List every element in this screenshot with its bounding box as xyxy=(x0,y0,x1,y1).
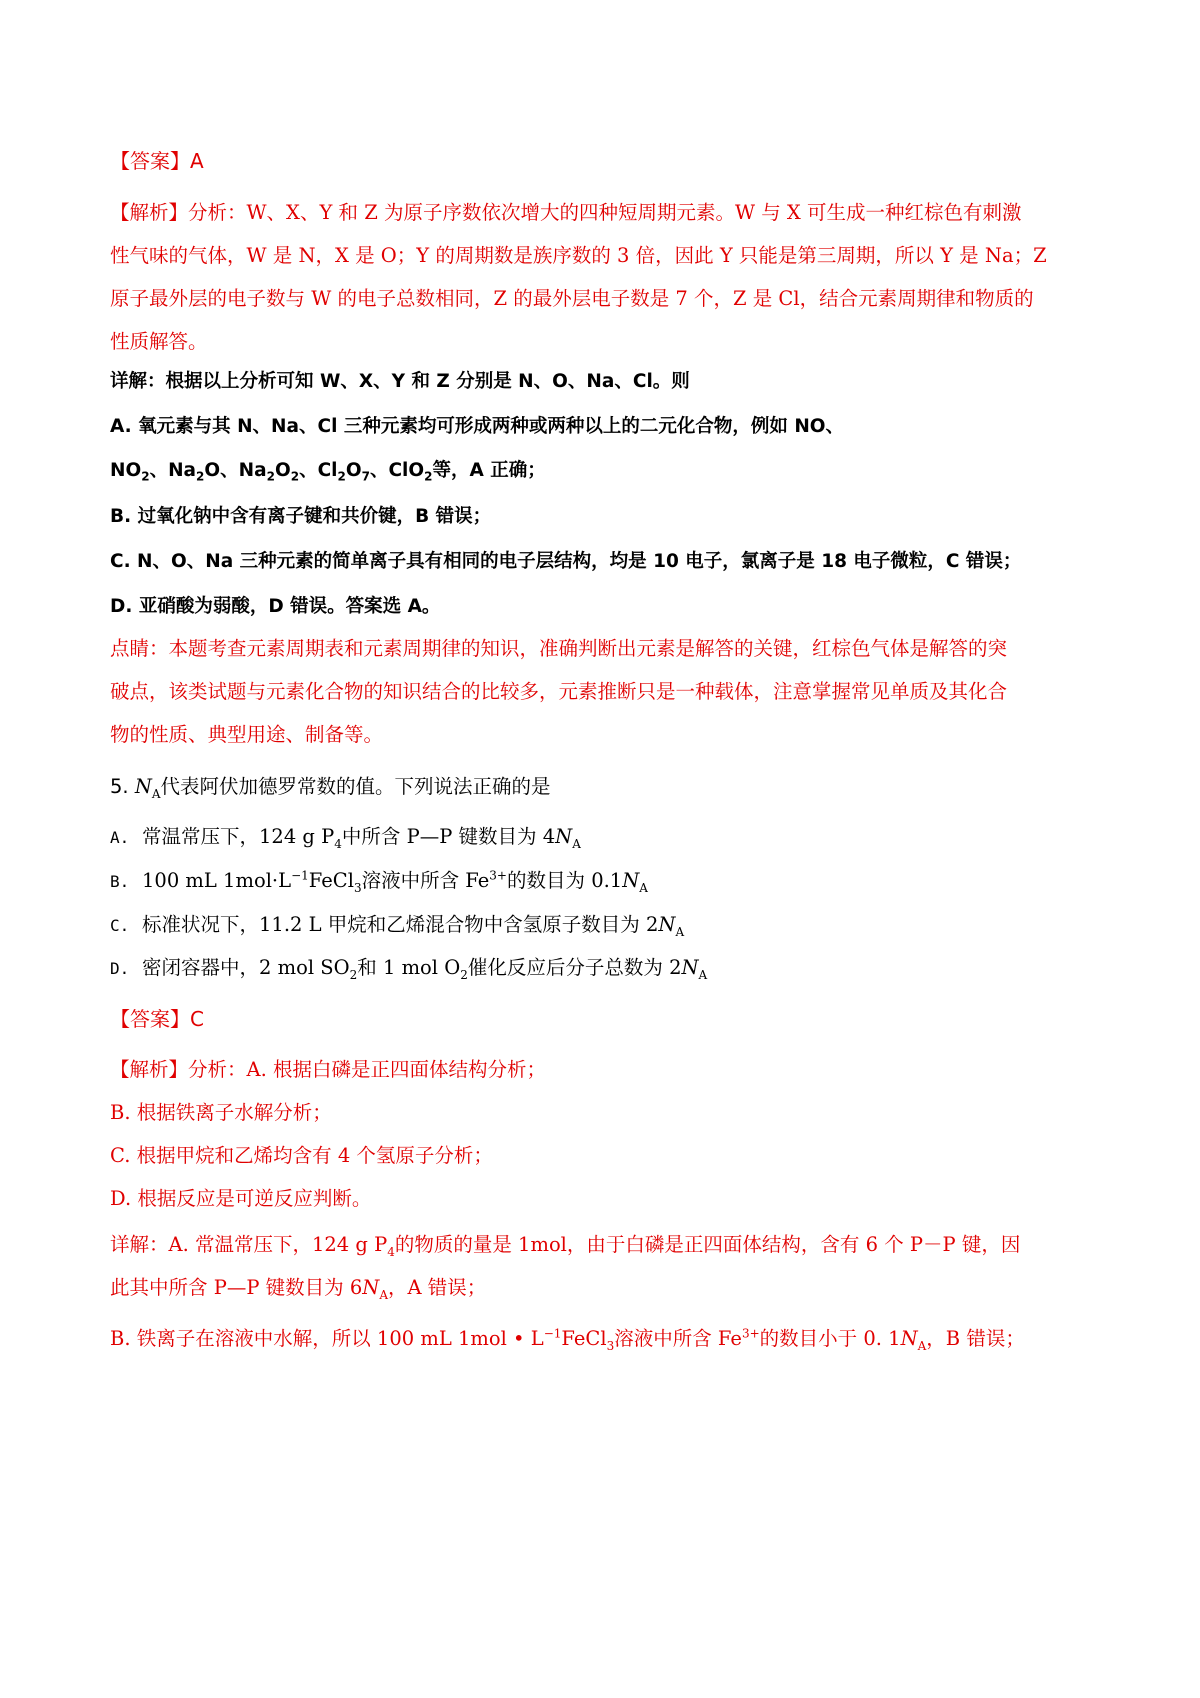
answer-value: C xyxy=(190,1007,204,1031)
question-5-option-a xyxy=(110,822,1110,853)
detail2-line-3 xyxy=(110,1324,1110,1354)
detail-text: 的数目小于 0. 1 xyxy=(759,1327,901,1350)
subscript: A xyxy=(379,1287,388,1302)
option-b-line: B. 过氧化钠中含有离子键和共价键，B 错误； xyxy=(110,506,492,527)
analysis-line-2: 性气味的气体，W 是 N，X 是 O；Y 的周期数是族序数的 3 倍，因此 Y 只能是第三周期，所以 Y 是 Na；Z xyxy=(110,244,1047,267)
detail-text: 的物质的量是 1mol，由于白磷是正四面体结构，含有 6 个 P－P 键，因 xyxy=(394,1233,1021,1256)
subscript: 2 xyxy=(141,469,150,484)
comment-line-1: 点睛：本题考查元素周期表和元素周期律的知识，准确判断出元素是解答的关键，红棕色气体是解答的突 xyxy=(110,637,1008,660)
subscript: 3 xyxy=(353,880,362,895)
answer-label: 【答案】 xyxy=(110,149,190,173)
option-letter: D. xyxy=(110,959,130,978)
italic-symbol: N xyxy=(681,956,699,979)
analysis2-line-4: D. 根据反应是可逆反应判断。 xyxy=(110,1187,372,1210)
detail-text: ，A 错误； xyxy=(387,1276,487,1299)
subscript: 7 xyxy=(361,469,370,484)
analysis-text: 分析：A. 根据白磷是正四面体结构分析； xyxy=(188,1058,546,1081)
option-text: 密闭容器中，2 mol SO xyxy=(142,956,350,979)
detail-text: FeCl xyxy=(561,1327,607,1350)
formula-part: NO xyxy=(110,460,142,481)
subscript: 2 xyxy=(290,469,300,484)
answer-line-2 xyxy=(110,1004,1110,1034)
italic-symbol: N xyxy=(362,1276,380,1299)
formula-part: 等，A 正确； xyxy=(432,460,546,481)
italic-symbol: N xyxy=(134,775,152,798)
analysis2-line-3: C. 根据甲烷和乙烯均含有 4 个氢原子分析； xyxy=(110,1144,493,1167)
option-c-line: C. N、O、Na 三种元素的简单离子具有相同的电子层结构，均是 10 电子，氯离子是 18 电子微粒，C 错误； xyxy=(110,551,1022,572)
detail-line: 详解：根据以上分析可知 W、X、Y 和 Z 分别是 N、O、Na、Cl。则 xyxy=(110,371,690,392)
analysis-text: 分析：W、X、Y 和 Z 为原子序数依次增大的四种短周期元素。W 与 X 可生成一种红棕色有刺激 xyxy=(188,201,1022,224)
subscript: 2 xyxy=(460,967,468,982)
option-text: 常温常压下，124 g P xyxy=(142,825,335,848)
subscript: 3 xyxy=(606,1338,615,1353)
answer-value: A xyxy=(190,149,204,173)
option-a-line-1: A. 氧元素与其 N、Na、Cl 三种元素均可形成两种或两种以上的二元化合物，例如 NO、 xyxy=(110,416,845,437)
analysis2-line-1 xyxy=(110,1055,1110,1085)
formula-part: O xyxy=(345,460,362,481)
italic-symbol: N xyxy=(555,825,573,848)
detail-text: 此其中所含 P—P 键数目为 6 xyxy=(110,1276,363,1299)
formula-part: 、Cl xyxy=(299,460,338,481)
formula-part: O xyxy=(274,460,291,481)
italic-symbol: N xyxy=(622,869,640,892)
detail-text: ，B 错误； xyxy=(926,1327,1025,1350)
option-text: 溶液中所含 Fe xyxy=(361,869,490,892)
detail-text: B. 铁离子在溶液中水解，所以 100 mL 1mol • L xyxy=(110,1327,544,1350)
option-text: 的数目为 0.1 xyxy=(507,869,623,892)
subscript: 4 xyxy=(387,1244,395,1259)
question-5-option-c xyxy=(110,910,1110,941)
subscript: A xyxy=(639,880,648,895)
answer-label: 【答案】 xyxy=(110,1007,190,1031)
analysis2-line-2: B. 根据铁离子水解分析； xyxy=(110,1101,332,1124)
analysis-label: 【解析】 xyxy=(110,201,189,224)
italic-symbol: N xyxy=(658,913,676,936)
comment-line-3: 物的性质、典型用途、制备等。 xyxy=(110,723,384,746)
subscript: 2 xyxy=(349,967,358,982)
question-5-stem xyxy=(110,772,1110,802)
option-text: FeCl xyxy=(308,869,354,892)
answer-line-1 xyxy=(110,146,1110,176)
analysis-label: 【解析】 xyxy=(110,1058,189,1081)
detail2-line-2 xyxy=(110,1273,1110,1303)
question-5-option-b xyxy=(110,866,1110,897)
option-text: 100 mL 1mol·L xyxy=(142,869,292,892)
option-letter: A. xyxy=(110,828,130,847)
option-text: 和 1 mol O xyxy=(357,956,461,979)
option-text: 催化反应后分子总数为 2 xyxy=(467,956,682,979)
subscript: A xyxy=(572,836,581,851)
option-d-line: D. 亚硝酸为弱酸，D 错误。答案选 A。 xyxy=(110,596,441,617)
subscript: 4 xyxy=(334,836,342,851)
superscript: −1 xyxy=(543,1326,562,1341)
question-5-option-d xyxy=(110,953,1110,984)
subscript: 2 xyxy=(337,469,346,484)
analysis-line-3: 原子最外层的电子数与 W 的电子总数相同，Z 的最外层电子数是 7 个，Z 是 Cl，结合元素周期律和物质的 xyxy=(110,287,1034,310)
question-number: 5. xyxy=(110,775,135,798)
option-letter: B. xyxy=(110,872,130,891)
analysis-line-4: 性质解答。 xyxy=(110,330,208,353)
analysis-line-1 xyxy=(110,198,1110,228)
option-text: 中所含 P—P 键数目为 4 xyxy=(341,825,556,848)
option-letter: C. xyxy=(110,916,130,935)
option-text: 标准状况下，11.2 L 甲烷和乙烯混合物中含氢原子数目为 2 xyxy=(142,913,659,936)
stem-text: 代表阿伏加德罗常数的值。下列说法正确的是 xyxy=(160,775,551,798)
italic-symbol: N xyxy=(900,1327,918,1350)
superscript: 3+ xyxy=(489,868,507,883)
formula-part: 、ClO xyxy=(369,460,425,481)
subscript: A xyxy=(917,1338,927,1353)
comment-line-2: 破点，该类试题与元素化合物的知识结合的比较多，元素推断只是一种载体，注意掌握常见单质及其化合 xyxy=(110,680,1008,703)
superscript: 3+ xyxy=(741,1326,760,1341)
detail-text: 溶液中所含 Fe xyxy=(614,1327,742,1350)
formula-part: 、Na xyxy=(149,460,197,481)
detail2-line-1 xyxy=(110,1230,1110,1260)
subscript: A xyxy=(151,786,161,801)
subscript: A xyxy=(698,967,708,982)
detail-text: 详解：A. 常温常压下，124 g P xyxy=(110,1233,388,1256)
subscript: A xyxy=(675,924,685,939)
superscript: −1 xyxy=(291,868,309,883)
subscript: 2 xyxy=(196,469,205,484)
subscript: 2 xyxy=(424,469,433,484)
subscript: 2 xyxy=(266,469,275,484)
option-a-line-2 xyxy=(110,456,1110,486)
formula-part: O、Na xyxy=(204,460,267,481)
